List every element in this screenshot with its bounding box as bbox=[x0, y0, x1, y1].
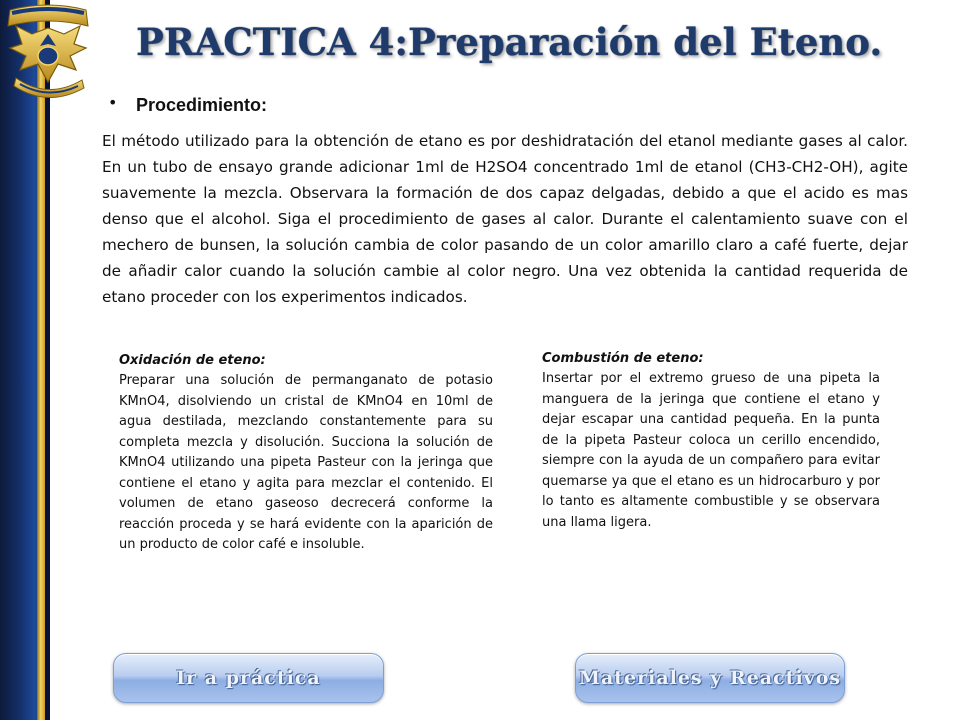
page-title: PRACTICA 4:Preparación del Eteno. bbox=[136, 20, 883, 64]
combustion-title: Combustión de eteno: bbox=[542, 351, 704, 366]
oxidation-section bbox=[119, 351, 493, 556]
gold-stripe bbox=[37, 0, 45, 720]
oxidation-title: Oxidación de eteno: bbox=[119, 353, 266, 368]
combustion-section bbox=[542, 349, 880, 533]
go-to-practice-button[interactable]: Ir a práctica bbox=[113, 653, 384, 703]
combustion-text: Insertar por el extremo grueso de una pipeta la manguera de la jeringa que contiene el etano y dejar escapar una cantidad pequeña. En la punta de la pipeta Pasteur coloca un cerillo encendido, siempre con la ayuda de un compañero para evitar quemarse ya que el etano es un hidrocarburo y por lo tanto es altamente combustible y se observara una llama ligera. bbox=[542, 371, 880, 530]
procedure-heading: Procedimiento: bbox=[136, 95, 268, 115]
university-eagle-emblem-icon bbox=[2, 4, 94, 104]
bullet-marker: • bbox=[108, 93, 118, 112]
procedure-paragraph: El método utilizado para la obtención de etano es por deshidratación del etanol mediante gases al calor. En un tubo de ensayo grande adicionar 1ml de H2SO4 concentrado 1ml de etanol (CH3-CH2-OH), agite suavemente la mezcla. Observara la formación de dos capaz delgadas, debido a que el acido es mas denso que el alcohol. Siga el procedimiento de gases al calor. Durante el calentamiento suave con el mechero de bunsen, la solución cambia de color pasando de un color amarillo claro a café fuerte, dejar de añadir calor cuando la solución cambie al color negro. Una vez obtenida la cantidad requerida de etano proceder con los experimentos indicados. bbox=[102, 132, 908, 306]
oxidation-text: Preparar una solución de permanganato de potasio KMnO4, disolviendo un cristal de KMnO4 en 10ml de agua destilada, mezclando constantemente para su completa mezcla y disolución. Succiona la solución de KMnO4 utilizando una pipeta Pasteur con la jeringa que contiene el etano y agita para mezclar el contenido. El volumen de etano gaseoso decrecerá conforme la reacción proceda y se hará evidente con la aparición de un producto de color café e insoluble. bbox=[119, 373, 493, 552]
dark-stripe bbox=[45, 0, 50, 720]
materials-reagents-button[interactable]: Materiales y Reactivos bbox=[575, 653, 845, 703]
